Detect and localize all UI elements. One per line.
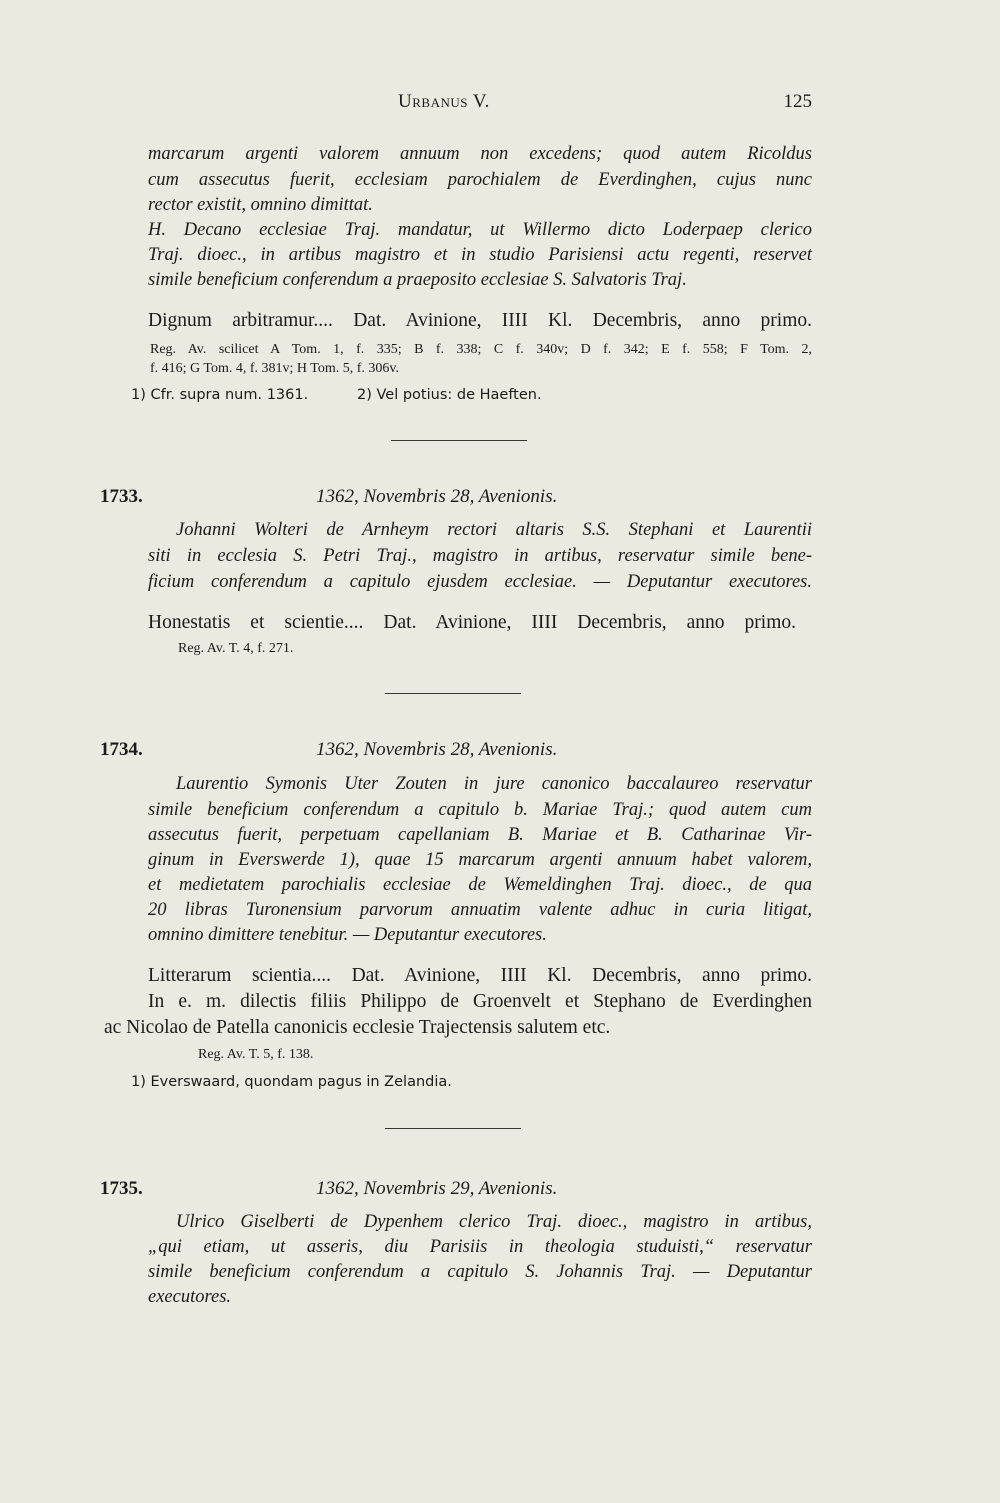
dating-clause: Litterarum scientia.... Dat. Avinione, IIII Kl. Decembris, anno primo. — [148, 965, 812, 986]
section-divider — [391, 440, 527, 441]
text-line: Ulrico Giselberti de Dypenhem clerico Traj. dioec., magistro in artibus, — [176, 1212, 812, 1232]
text-line: marcarum argenti valorem annuum non excedens; quod autem Ricoldus — [148, 144, 812, 164]
text-line: Johanni Wolteri de Arnheym rectori altaris S.S. Stephani et Laurentii — [176, 520, 812, 540]
text-line: cum assecutus fuerit, ecclesiam parochialem de Everdinghen, cujus nunc — [148, 170, 812, 190]
entry-number: 1735. — [100, 1178, 143, 1199]
text-line: siti in ecclesia S. Petri Traj., magistro in artibus, reservatur simile bene- — [148, 546, 812, 566]
register-reference: Reg. Av. T. 5, f. 138. — [198, 1047, 314, 1062]
text-line: simile beneficium conferendum a praeposito ecclesiae S. Salvatoris Traj. — [148, 270, 687, 290]
footnote: 1) Cfr. supra num. 1361. — [131, 387, 309, 403]
dating-clause: Honestatis et scientie.... Dat. Avinione, IIII Decembris, anno primo. — [148, 612, 796, 633]
footnote: 2) Vel potius: de Haeften. — [357, 387, 542, 403]
dating-clause: Dignum arbitramur.... Dat. Avinione, IIII Kl. Decembris, anno primo. — [148, 310, 812, 331]
section-divider — [385, 1128, 521, 1129]
text-line: simile beneficium conferendum a capitulo S. Johannis Traj. — Deputantur — [148, 1262, 812, 1282]
text-line: Laurentio Symonis Uter Zouten in jure canonico baccalaureo reservatur — [176, 774, 812, 794]
footnote: 1) Everswaard, quondam pagus in Zelandia. — [131, 1074, 452, 1090]
text-line: Traj. dioec., in artibus magistro et in studio Parisiensi actu regenti, reservet — [148, 245, 812, 265]
text-line: assecutus fuerit, perpetuam capellaniam B. Mariae et B. Catharinae Vir- — [148, 825, 812, 845]
mandate-line: In e. m. dilectis filiis Philippo de Groenvelt et Stephano de Everdinghen — [148, 991, 812, 1012]
entry-date: 1362, Novembris 28, Avenionis. — [316, 486, 558, 507]
text-line: H. Decano ecclesiae Traj. mandatur, ut Willermo dicto Loderpaep clerico — [148, 220, 812, 240]
text-line: omnino dimittere tenebitur. — Deputantur executores. — [148, 925, 547, 945]
text-line: 20 libras Turonensium parvorum annuatim valente adhuc in curia litigat, — [148, 900, 812, 920]
entry-date: 1362, Novembris 28, Avenionis. — [316, 739, 558, 760]
entry-number: 1734. — [100, 739, 143, 760]
text-line: et medietatem parochialis ecclesiae de Wemeldinghen Traj. dioec., de qua — [148, 875, 812, 895]
entry-date: 1362, Novembris 29, Avenionis. — [316, 1178, 558, 1199]
text-line: simile beneficium conferendum a capitulo b. Mariae Traj.; quod autem cum — [148, 800, 812, 820]
page-number: 125 — [783, 91, 812, 112]
text-line: „qui etiam, ut asseris, diu Parisiis in theologia studuisti,“ reservatur — [148, 1237, 812, 1257]
running-header-title: Urbanus V. — [398, 91, 490, 112]
register-reference: Reg. Av. scilicet A Tom. 1, f. 335; B f. 338; C f. 340v; D f. 342; E f. 558; F Tom. 2, — [150, 342, 812, 357]
text-line: ginum in Everswerde 1), quae 15 marcarum argenti annuum habet valorem, — [148, 850, 812, 870]
section-divider — [385, 693, 521, 694]
entry-number: 1733. — [100, 486, 143, 507]
register-reference: f. 416; G Tom. 4, f. 381v; H Tom. 5, f. 306v. — [150, 361, 399, 376]
mandate-line: ac Nicolao de Patella canonicis ecclesie Trajectensis salutem etc. — [104, 1017, 611, 1038]
text-line: executores. — [148, 1287, 232, 1307]
text-line: rector existit, omnino dimittat. — [148, 195, 373, 215]
text-line: ficium conferendum a capitulo ejusdem ecclesiae. — Deputantur executores. — [148, 572, 812, 592]
register-reference: Reg. Av. T. 4, f. 271. — [178, 641, 294, 656]
